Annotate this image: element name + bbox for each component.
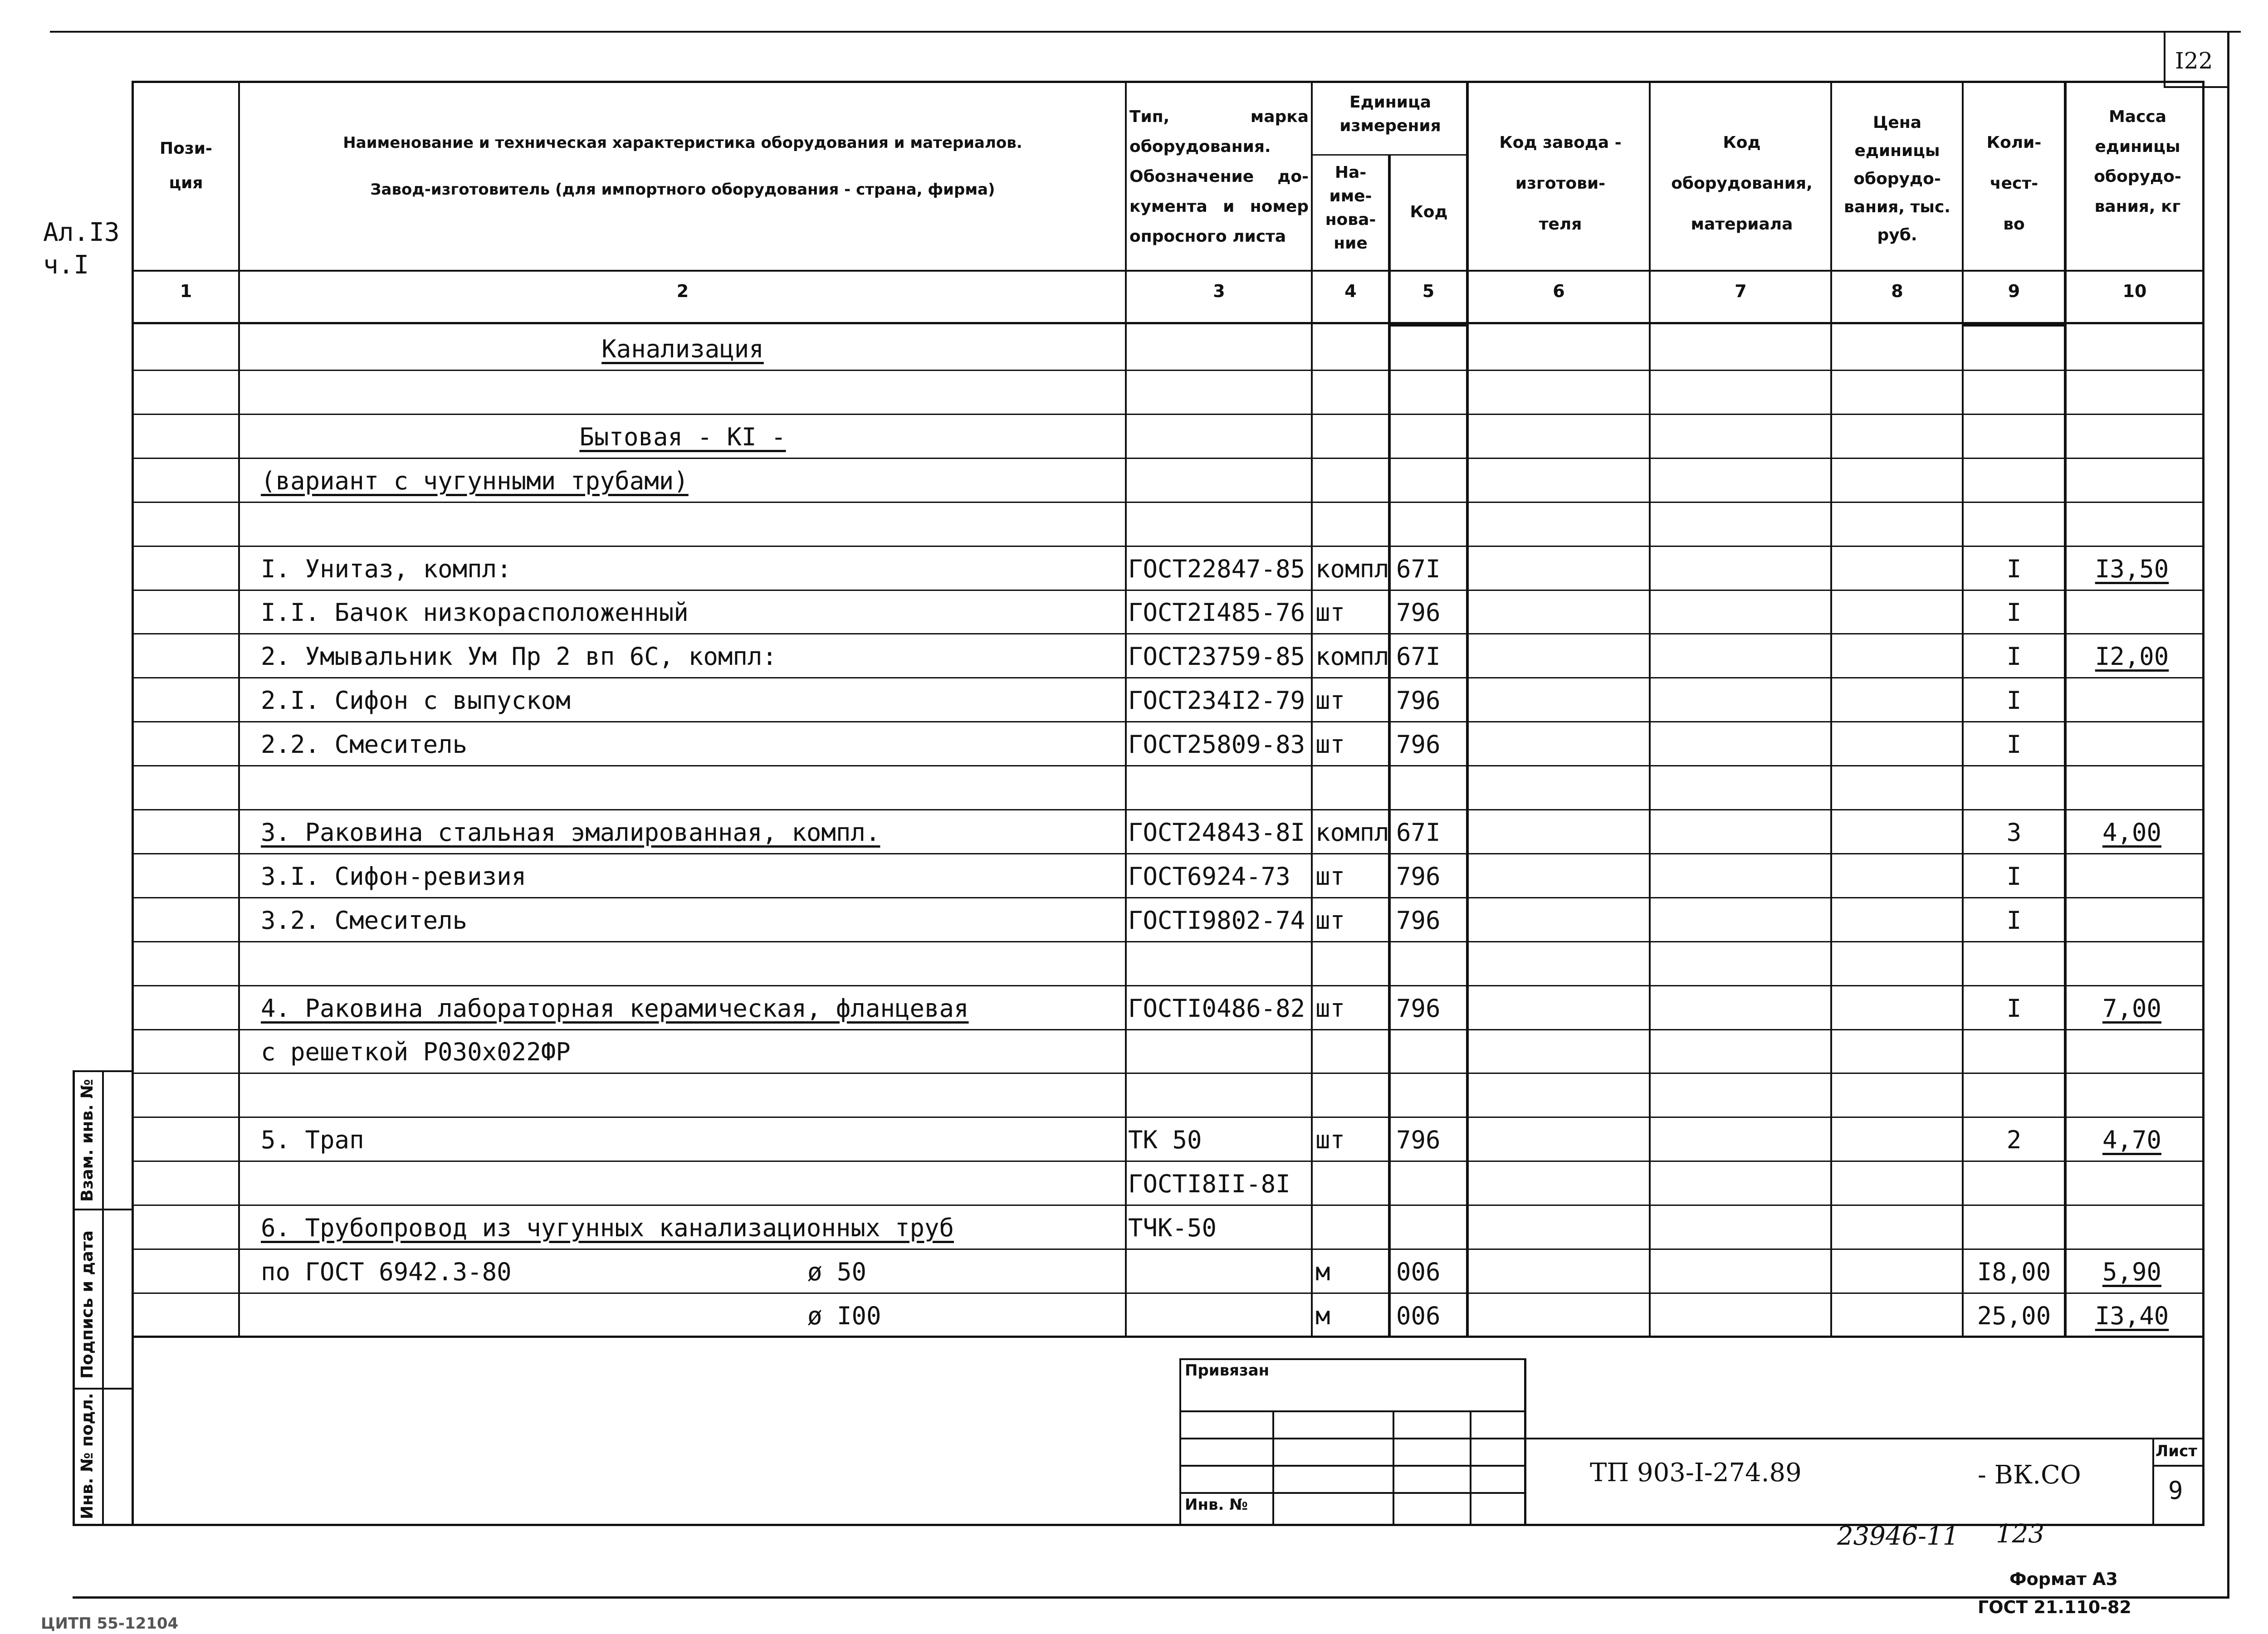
privyazan-row-4 bbox=[1179, 1492, 1526, 1494]
cell-unit: шт bbox=[1315, 906, 1345, 935]
cell-doc: ТЧК-50 bbox=[1128, 1214, 1217, 1242]
cell-unit: м bbox=[1315, 1258, 1330, 1286]
row-separator bbox=[132, 590, 2204, 591]
row-separator bbox=[132, 414, 2204, 415]
row-separator bbox=[132, 1249, 2204, 1250]
cell-code: 796 bbox=[1396, 730, 1441, 759]
side-stamp-vzam: Взам. инв. № bbox=[78, 1079, 97, 1202]
cell-name: 3.I. Сифон-ревизия bbox=[261, 862, 527, 891]
cell-code: 796 bbox=[1396, 1126, 1441, 1154]
row-separator bbox=[132, 677, 2204, 678]
cell-unit: шт bbox=[1315, 994, 1345, 1023]
list-box-div bbox=[2152, 1465, 2204, 1467]
cell-qty: I bbox=[2006, 994, 2022, 1023]
cell-code: 006 bbox=[1396, 1302, 1441, 1330]
row-separator bbox=[132, 765, 2204, 766]
cell-unit: м bbox=[1315, 1302, 1330, 1330]
cell-name: I.I. Бачок низкорасположенный bbox=[261, 598, 689, 627]
cell-unit: компл bbox=[1315, 642, 1389, 671]
header-factory-code: Код завода - изготови- теля bbox=[1499, 133, 1622, 234]
privyazan-col-1 bbox=[1272, 1410, 1274, 1524]
colnum-9: 9 bbox=[2008, 281, 2020, 301]
side-stamp-inner bbox=[102, 1070, 104, 1526]
cell-mass: I3,50 bbox=[2095, 555, 2169, 583]
code-col-top bbox=[1388, 324, 1469, 327]
header-name-line2: Завод-изготовитель (для импортного оборудования - страна, фирма) bbox=[370, 180, 995, 199]
cell-code: 796 bbox=[1396, 862, 1441, 891]
row-separator bbox=[132, 633, 2204, 634]
header-unit-name: На- име- нова- ние bbox=[1325, 163, 1376, 253]
list-box-left bbox=[2152, 1438, 2154, 1524]
col-div-8 bbox=[1962, 81, 1964, 1337]
qty-col-top bbox=[1962, 324, 2066, 327]
top-margin-line bbox=[50, 31, 2241, 33]
cell-code: 796 bbox=[1396, 598, 1441, 627]
cell-unit: шт bbox=[1315, 730, 1345, 759]
cell-qty: I bbox=[2006, 862, 2022, 891]
colnum-1: 1 bbox=[180, 281, 192, 301]
cell-qty: I8,00 bbox=[1977, 1258, 2051, 1286]
colnum-5: 5 bbox=[1422, 281, 1435, 301]
cell-doc: ГОСТ24843-8I bbox=[1128, 818, 1305, 847]
document-code: ТП 903-I-274.89 bbox=[1590, 1458, 1802, 1488]
handwritten-number: 23946-11 bbox=[1837, 1522, 1959, 1551]
cell-doc: ГОСТ23759-85 bbox=[1128, 642, 1305, 671]
inv-no-label: Инв. № bbox=[1185, 1496, 1248, 1514]
cell-code: 796 bbox=[1396, 994, 1441, 1023]
cell-qty: 2 bbox=[2006, 1126, 2022, 1154]
privyazan-col-2 bbox=[1393, 1410, 1394, 1524]
cell-mass: 7,00 bbox=[2102, 994, 2162, 1023]
cell-name: I. Унитаз, компл: bbox=[261, 555, 512, 583]
cell-qty: I bbox=[2006, 906, 2022, 935]
cell-qty: I bbox=[2006, 555, 2022, 583]
cell-doc: ГОСТI0486-82 bbox=[1128, 994, 1305, 1023]
handwritten-sheet: 123 bbox=[1996, 1519, 2044, 1549]
format-label: Формат А3 bbox=[2009, 1569, 2118, 1589]
col-div-5 bbox=[1466, 81, 1469, 1337]
cell-doc: ГОСТI9802-74 bbox=[1128, 906, 1305, 935]
row-separator bbox=[132, 1336, 2204, 1338]
cell-name: 3.2. Смеситель bbox=[261, 906, 468, 935]
cell-unit: шт bbox=[1315, 1126, 1345, 1154]
cell-name: 6. Трубопровод из чугунных канализационных труб bbox=[261, 1214, 954, 1242]
side-stamp-top bbox=[73, 1070, 134, 1072]
privyazan-row-2 bbox=[1179, 1438, 1526, 1439]
row-separator bbox=[132, 1161, 2204, 1162]
bottom-left-code: ЦИТП 55-12104 bbox=[41, 1614, 179, 1633]
row-separator bbox=[132, 370, 2204, 371]
colnum-4: 4 bbox=[1344, 281, 1357, 301]
col-div-3 bbox=[1311, 81, 1313, 1337]
row-separator bbox=[132, 1205, 2204, 1206]
cell-doc: ГОСТ22847-85 bbox=[1128, 555, 1305, 583]
row-separator bbox=[132, 853, 2204, 854]
gost-label: ГОСТ 21.110-82 bbox=[1978, 1597, 2131, 1617]
side-stamp-left bbox=[73, 1070, 75, 1526]
table-colnum-bottom bbox=[132, 322, 2204, 324]
row-separator bbox=[132, 721, 2204, 722]
row-separator bbox=[132, 1073, 2204, 1074]
row-separator bbox=[132, 941, 2204, 942]
row-separator bbox=[132, 985, 2204, 986]
table-header-bottom bbox=[132, 270, 2204, 272]
cell-code: 67I bbox=[1396, 818, 1441, 847]
row-separator bbox=[132, 546, 2204, 547]
col-div-7 bbox=[1830, 81, 1832, 1337]
col-div-1 bbox=[238, 81, 240, 1337]
col-div-2 bbox=[1125, 81, 1127, 1337]
privyazan-box-top bbox=[1179, 1358, 1526, 1360]
privyazan-row-3 bbox=[1179, 1465, 1526, 1467]
cell-code: 796 bbox=[1396, 906, 1441, 935]
colnum-2: 2 bbox=[676, 281, 689, 301]
row-separator bbox=[132, 458, 2204, 459]
cell-unit: шт bbox=[1315, 686, 1345, 715]
cell-name_extra: ø 50 bbox=[807, 1258, 867, 1286]
cell-qty: 25,00 bbox=[1977, 1302, 2051, 1330]
table-top bbox=[132, 81, 2204, 83]
cell-code: 67I bbox=[1396, 555, 1441, 583]
row-separator bbox=[132, 1029, 2204, 1030]
cell-doc: ГОСТ2I485-76 bbox=[1128, 598, 1305, 627]
privyazan-box-left bbox=[1179, 1358, 1181, 1526]
row-separator bbox=[132, 1293, 2204, 1294]
cell-name: Канализация bbox=[601, 335, 764, 363]
row-separator bbox=[132, 897, 2204, 898]
cell-code: 67I bbox=[1396, 642, 1441, 671]
row-separator bbox=[132, 502, 2204, 503]
cell-name_extra: ø I00 bbox=[807, 1302, 881, 1330]
col-div-4 bbox=[1388, 154, 1391, 1337]
cell-name: 4. Раковина лабораторная керамическая, фланцевая bbox=[261, 994, 969, 1023]
cell-mass: 4,00 bbox=[2102, 818, 2162, 847]
header-material-code: Код оборудования, материала bbox=[1671, 133, 1813, 234]
cell-qty: I bbox=[2006, 686, 2022, 715]
page-box-left bbox=[2164, 31, 2165, 88]
frame-bottom bbox=[73, 1596, 2229, 1599]
privyazan-col-3 bbox=[1470, 1410, 1471, 1524]
colnum-10: 10 bbox=[2122, 281, 2147, 301]
header-type: Тип, марка оборудования. Обозначение до- кумента и номер опросного листа bbox=[1129, 107, 1309, 246]
header-unit-code: Код bbox=[1410, 203, 1448, 221]
cell-qty: I bbox=[2006, 730, 2022, 759]
cell-unit: шт bbox=[1315, 862, 1345, 891]
page-box-bottom bbox=[2164, 86, 2229, 88]
cell-name: 2.2. Смеситель bbox=[261, 730, 468, 759]
cell-qty: I bbox=[2006, 642, 2022, 671]
side-stamp-inv-podl: Инв. № подл. bbox=[78, 1393, 97, 1519]
cell-doc: ГОСТI8II-8I bbox=[1128, 1170, 1290, 1198]
side-stamp-div1 bbox=[73, 1209, 134, 1210]
row-separator bbox=[132, 809, 2204, 810]
colnum-7: 7 bbox=[1735, 281, 1747, 301]
header-quantity: Коли- чест- во bbox=[1986, 133, 2042, 234]
cell-mass: I2,00 bbox=[2095, 642, 2169, 671]
cell-code: 006 bbox=[1396, 1258, 1441, 1286]
header-name-line1: Наименование и техническая характеристика оборудования и материалов. bbox=[343, 134, 1022, 152]
page-number: I22 bbox=[2175, 48, 2213, 74]
list-label: Лист bbox=[2156, 1442, 2197, 1460]
col-div-9 bbox=[2064, 81, 2067, 1337]
cell-doc: ГОСТ234I2-79 bbox=[1128, 686, 1305, 715]
frame-right bbox=[2227, 31, 2229, 1598]
list-number: 9 bbox=[2168, 1476, 2183, 1505]
cell-mass: I3,40 bbox=[2095, 1302, 2169, 1330]
cell-name: 2.I. Сифон с выпуском bbox=[261, 686, 571, 715]
cell-name: Бытовая - КI - bbox=[579, 423, 786, 451]
cell-name: (вариант с чугунными трубами) bbox=[261, 467, 689, 495]
cell-name: 3. Раковина стальная эмалированная, компл. bbox=[261, 818, 880, 847]
privyazan-label: Привязан bbox=[1185, 1361, 1270, 1380]
cell-doc: ГОСТ25809-83 bbox=[1128, 730, 1305, 759]
cell-qty: 3 bbox=[2006, 818, 2022, 847]
cell-mass: 5,90 bbox=[2102, 1258, 2162, 1286]
cell-name: 5. Трап bbox=[261, 1126, 364, 1154]
colnum-8: 8 bbox=[1891, 281, 1903, 301]
colnum-6: 6 bbox=[1553, 281, 1565, 301]
album-part-label: ч.I bbox=[43, 250, 89, 280]
album-label: Ал.I3 bbox=[43, 218, 120, 247]
cell-mass: 4,70 bbox=[2102, 1126, 2162, 1154]
cell-name: 2. Умывальник Ум Пр 2 вп 6С, компл: bbox=[261, 642, 777, 671]
document-suffix: - ВК.СО bbox=[1978, 1460, 2081, 1490]
side-stamp-podpis: Подпись и дата bbox=[78, 1230, 97, 1379]
colnum-3: 3 bbox=[1213, 281, 1225, 301]
row-separator bbox=[132, 1117, 2204, 1118]
side-stamp-div2 bbox=[73, 1388, 134, 1390]
cell-unit: компл bbox=[1315, 555, 1389, 583]
privyazan-box-right bbox=[1524, 1358, 1526, 1526]
col-div-6 bbox=[1649, 81, 1651, 1337]
title-block-top bbox=[1526, 1438, 2204, 1439]
header-price: Цена единицы оборудо- вания, тыс. руб. bbox=[1844, 113, 1950, 244]
privyazan-row-1 bbox=[1179, 1410, 1526, 1412]
cell-doc: ТК 50 bbox=[1128, 1126, 1202, 1154]
cell-doc: ГОСТ6924-73 bbox=[1128, 862, 1290, 891]
header-unit-group: Единица измерения bbox=[1339, 93, 1441, 135]
header-mass: Масса единицы оборудо- вания, кг bbox=[2094, 107, 2181, 216]
cell-name: с решеткой Р030х022ФР bbox=[261, 1038, 571, 1066]
header-position: Пози- ция bbox=[160, 139, 212, 192]
cell-qty: I bbox=[2006, 598, 2022, 627]
cell-unit: шт bbox=[1315, 598, 1345, 627]
cell-code: 796 bbox=[1396, 686, 1441, 715]
cell-unit: компл bbox=[1315, 818, 1389, 847]
cell-name: по ГОСТ 6942.3-80 bbox=[261, 1258, 512, 1286]
